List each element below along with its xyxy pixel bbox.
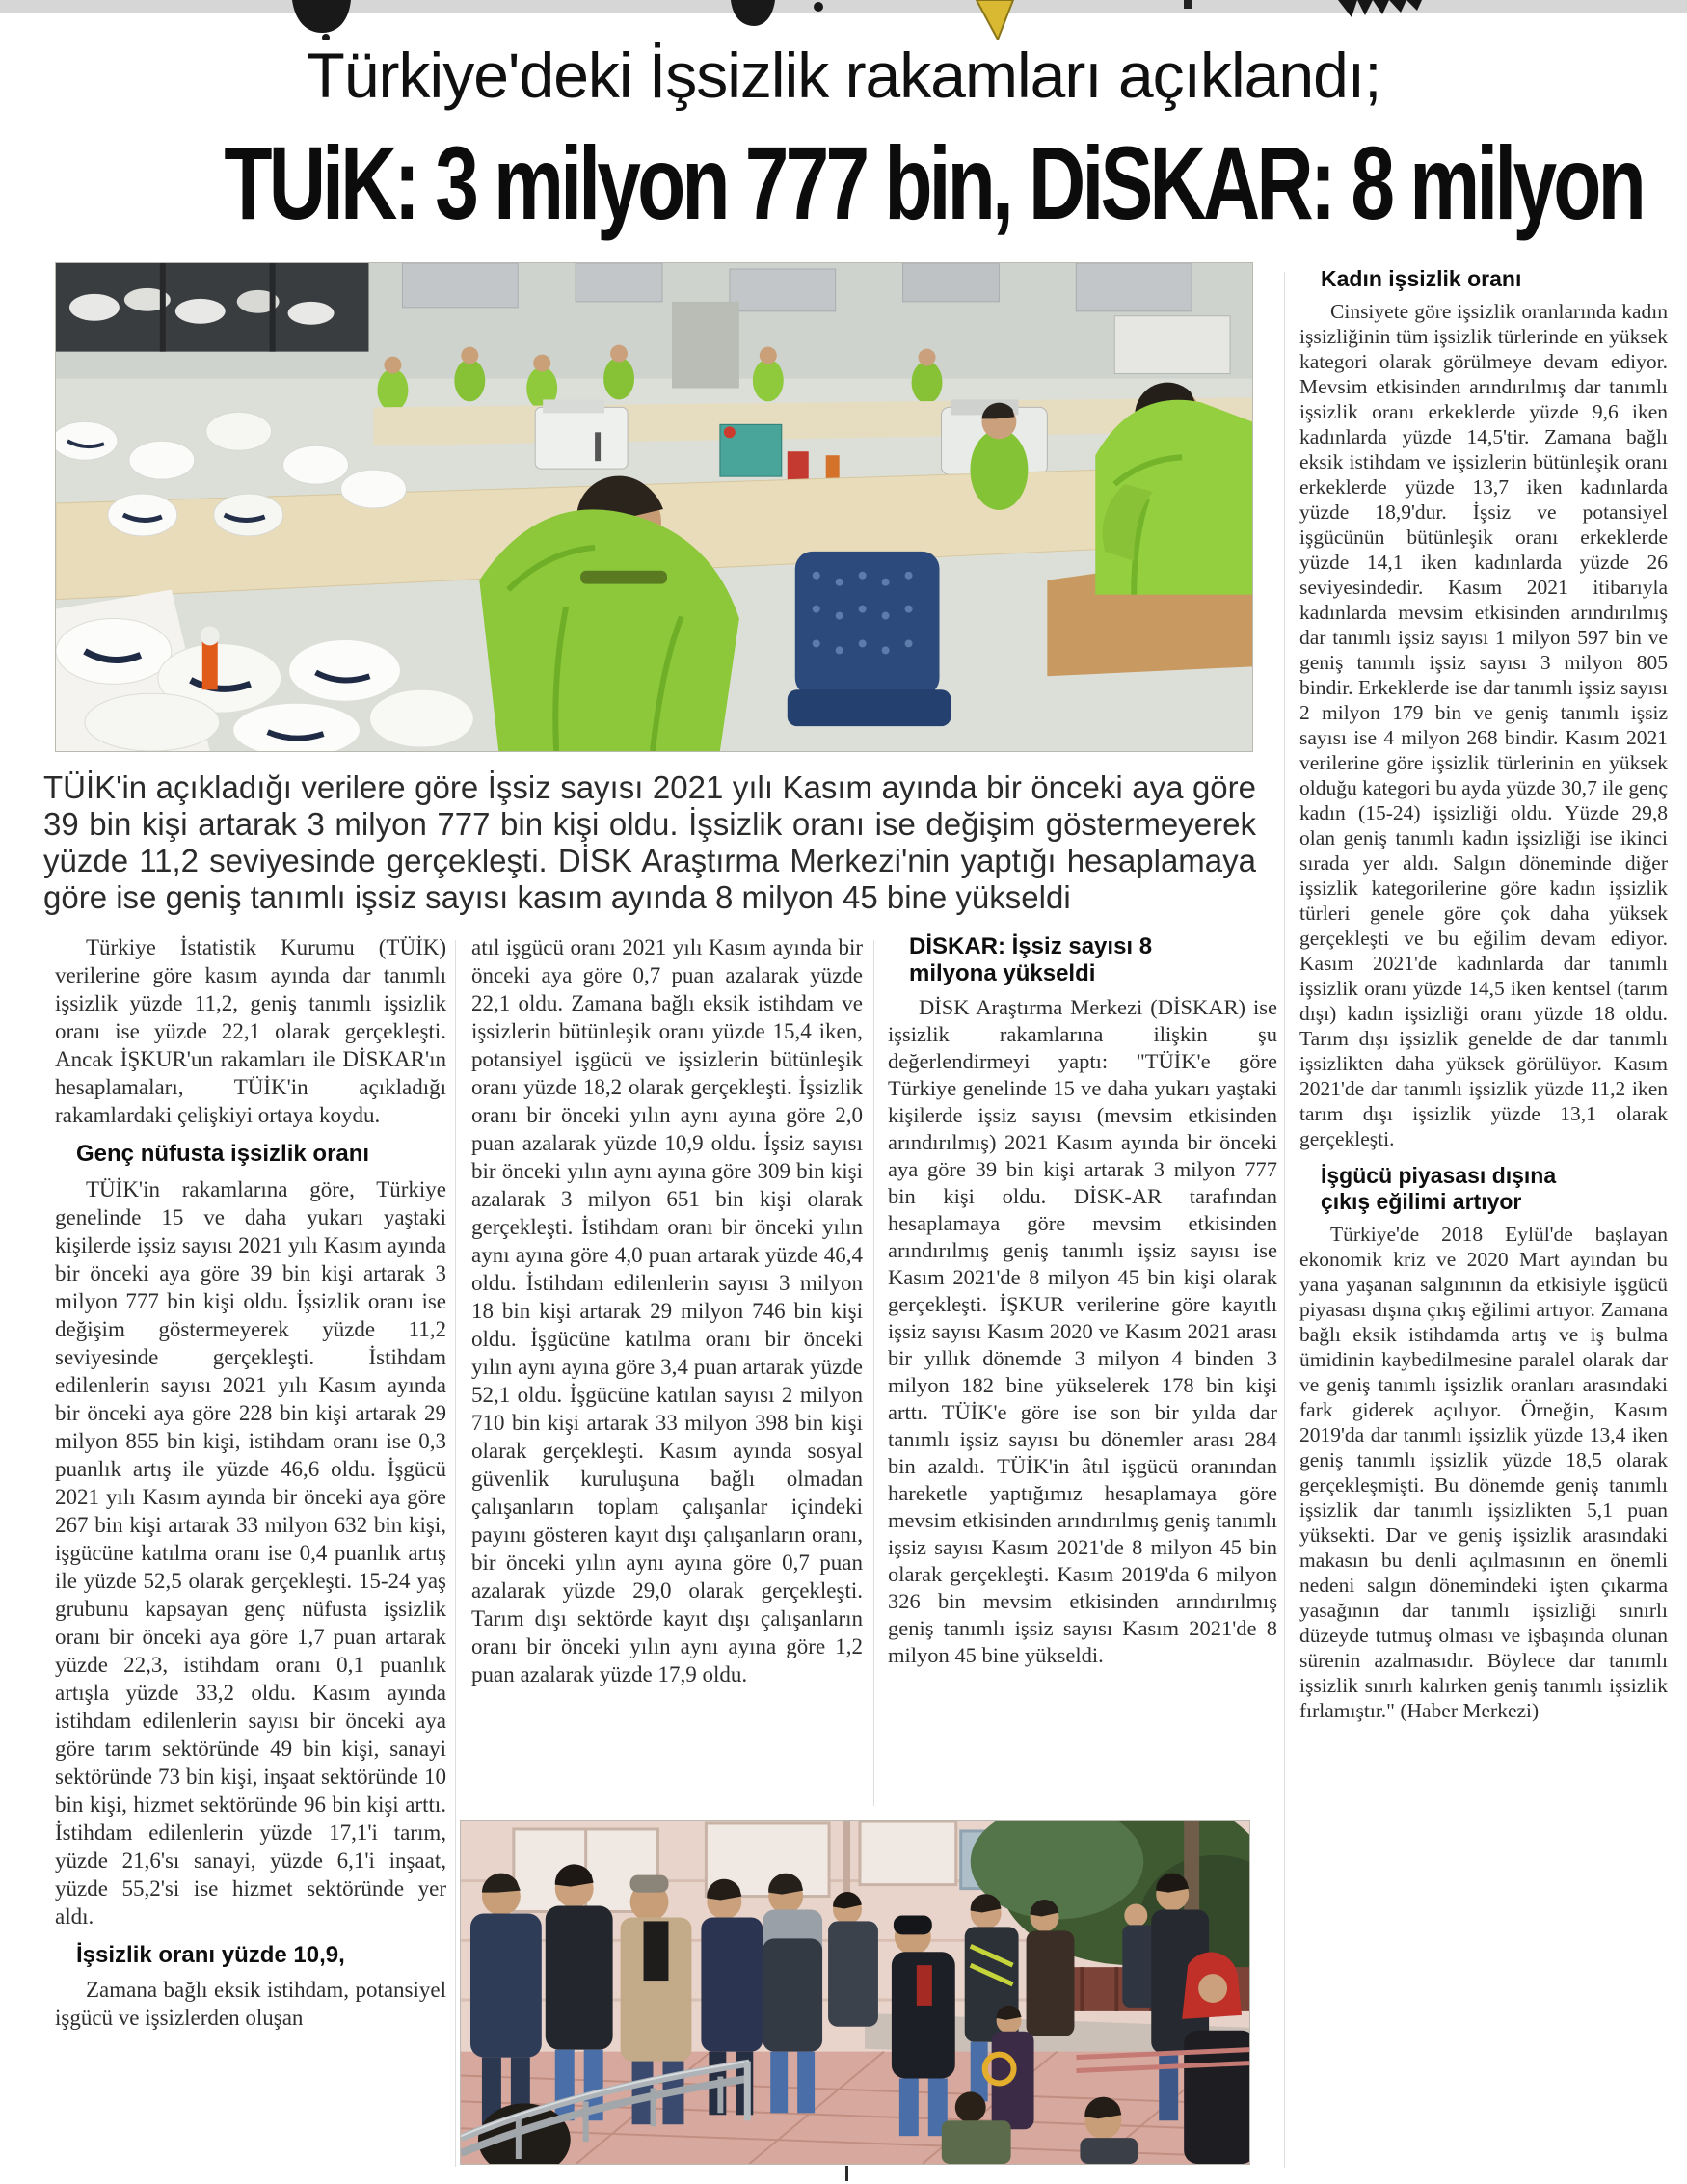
masthead-remnant-strip: [0, 0, 1687, 40]
section-header: İşgücü piyasası dışına çıkış eğilimi artıyor: [1321, 1163, 1557, 1214]
section-header: Kadın işsizlik oranı: [1321, 266, 1522, 291]
body-paragraph: TÜİK'in rakamlarına göre, Türkiye genelinde 15 ve daha yukarı yaştaki kişilerde işsiz sayısı 2021 yılı Kasım ayında bir önceki aya göre 39 bin kişi artarak 3 milyon 777 bin kişi oldu. İşsizlik oranı ise değişim göstermeyerek yüzde 11,2 seviyesinde gerçekleşti. İstihdam edilenlerin sayısı 2021 yılı Kasım ayında bir önceki aya göre 228 bin kişi artarak 29 milyon 855 bin kişi, istihdam oranı ise 0,3 puanlık artış ile yüzde 46,6 oldu. İşgücü 2021 yılı Kasım ayında bir önceki aya göre 267 bin kişi artarak 33 milyon 632 bin kişi, işgücüne katılma oranı ise 0,4 puanlık artış ile yüzde 52,5 olarak gerçekleşti. 15-24 yaş grubunu kapsayan genç nüfusta işsizlik oranı bir önceki aya göre 1,7 puan artarak yüzde 22,3, istihdam oranı 0,1 puanlık artışla yüzde 33,2 oldu. Kasım ayında istihdam edilenlerin sayısı bir önceki aya göre tarım sektöründe 49 bin kişi, sanayi sektöründe 73 bin kişi, inşaat sektöründe 10 bin kişi, hizmet sektöründe 96 bin kişi arttı. İstihdam edilenlerin yüzde 17,1'i tarım, yüzde 21,6'sı sanayi, yüzde 6,1'i inşaat, yüzde 55,2'si ise hizmet sektöründe yer aldı.: [55, 1176, 446, 1928]
body-paragraph: atıl işgücü oranı 2021 yılı Kasım ayında bir önceki aya göre 0,7 puan azalarak yüzde 22,1 oldu. Zamana bağlı eksik istihdam ve işsizlerin bütünleşik oranı yüzde 15,4 iken, potansiyel işgücü ve işsizlerin bütünleşik oranı yüzde 18,2 olarak gerçekleşti. İşsizlik oranı bir önceki yılın aynı ayına göre 2,0 puan azalarak yüzde 10,9 oldu. İşsiz sayısı bir önceki yılın aynı ayına göre 309 bin kişi azalarak 3 milyon 651 bin kişi olarak gerçekleşti. İstihdam oranı bir önceki yılın aynı ayına göre 4,0 puan artarak yüzde 46,4 oldu. İstihdam edilenlerin sayısı 3 milyon 18 bin kişi artarak 29 milyon 746 bin kişi oldu. İşgücüne katılma oranı bir önceki yılın aynı ayına göre 3,4 puan artarak yüzde 52,1 oldu. İşgücüne katılan sayısı 2 milyon 710 bin kişi artarak 33 milyon 398 bin kişi olarak gerçekleşti. Kasım ayında sosyal güvenlik kuruluşuna bağlı olmadan çalışanların toplam çalışanlar içindeki payını gösteren kayıt dışı çalışanların oranı, bir önceki yılın aynı ayına göre 0,7 puan azalarak yüzde 29,0 olarak gerçekleşti. Tarım dışı sektörde kayıt dışı çalışanların oranı bir önceki yılın aynı ayına göre 1,2 puan azalarak yüzde 17,9 oldu.: [471, 935, 863, 1686]
section-header: DİSKAR: İşsiz sayısı 8 milyona yükseldi: [909, 933, 1153, 986]
body-paragraph: Zamana bağlı eksik istihdam, potansiyel işgücü ve işsizlerden oluşan: [55, 1978, 446, 2031]
section-header: İşsizlik oranı yüzde 10,9,: [76, 1941, 345, 1968]
page-fold-mark: [845, 2166, 848, 2181]
masthead-fragments: [0, 0, 1687, 40]
queue-photo-illustration: [461, 1821, 1249, 2164]
main-headline-wrap: [0, 124, 1687, 241]
section-header: Genç nüfusta işsizlik oranı: [76, 1141, 370, 1167]
kicker-headline: Türkiye'deki İşsizlik rakamları açıklandı;: [306, 40, 1381, 111]
orange-thread-spool: [202, 639, 218, 689]
queue-photo: [460, 1820, 1250, 2165]
blue-dotted-chair: [788, 552, 951, 726]
article-column-4: [1299, 266, 1668, 2183]
article-column-1: [55, 933, 446, 2179]
column-divider: [873, 940, 874, 1806]
mid-worker: [970, 429, 1028, 510]
glyph-fragment: [1184, 0, 1192, 9]
body-paragraph: Cinsiyete göre işsizlik oranlarında kadın işsizliğinin tüm işsizlik türlerinde en yüksek kategori olarak görülmeye devam ediyor. Mevsim etkisinden arındırılmış dar tanımlı işsizlik oranı erkeklerde yüzde 9,6 iken kadınlarda yüzde 14,5'tir. Zamana bağlı eksik istihdam ve işsizlerin bütünleşik oranı erkeklerde yüzde 13,7 iken kadınlarda yüzde 18,9'dur. İşsiz ve potansiyel işgücünün bütünleşik oranı erkeklerde yüzde 14,1 iken kadınlarda yüzde 26 seviyesindedir. Kasım 2021 itibarıyla kadınlarda mevsim etkisinden arındırılmış dar tanımlı işsiz sayısı 1 milyon 597 bin ve geniş tanımlı işsiz sayısı 3 milyon 805 bindir. Erkeklerde ise dar tanımlı işsiz sayısı 2 milyon 179 bin ve geniş tanımlı işsiz sayısı ise 4 milyon 268 bindir. Kasım 2021 verilerine göre işsizlik türlerinin en yüksek olduğu kategori bu ayda yüzde 30,7 ile genç kadın (15-24) işsizliği oldu. Yüzde 29,8 olan geniş tanımlı kadın işsizliği ise ikinci sırada yer aldı. Salgın döneminde diğer işsizlik kategorilerine göre kadın işsizlik türleri genele göre çok daha yüksek gerçekleşti ve bu eğilim devam ediyor. Kasım 2021'de kadınlarda dar tanımlı işsizlik oranı yüzde 14,5 iken kentsel (tarım dışı) kadın işsizliği oranı yüzde 18 oldu. Tarım dışı işsizlik genelde de dar tanımlı işsizlikten daha yüksek görülüyor. Kasım 2021'de dar tanımlı işsizlik yüzde 11,2 iken tarım dışı işsizlik yüzde 13,1 olarak gerçekleşti.: [1299, 300, 1668, 1151]
column-divider: [455, 940, 456, 2167]
article-column-2: [471, 933, 863, 1813]
column-divider: [1284, 272, 1285, 2168]
body-paragraph: DİSK Araştırma Merkezi (DİSKAR) ise işsizlik rakamlarına ilişkin şu değerlendirmeyi yaptı: "TÜİK'e göre Türkiye genelinde 15 ve daha yukarı yaştaki kişilerde işsiz sayısı (mevsim etkisinden arındırılmış) 2021 Kasım ayında bir önceki aya göre 39 bin kişi artarak 3 milyon 777 bin kişi oldu. DİSK-AR tarafından hesaplamaya göre mevsim etkisinden arındırılmış geniş tanımlı işsiz sayısı ise Kasım 2021'de 8 milyon 45 bin kişi olarak gerçekleşti. İŞKUR verilerine göre kayıtlı işsiz sayısı Kasım 2020 ve Kasım 2021 arası bir yıllık dönemde 3 milyon 4 binden 3 milyon 182 bine yükselerek 178 bin kişi arttı. TÜİK'e göre ise son bir yılda dar tanımlı işsiz sayısı bu dönemler arası 284 bin azaldı. TÜİK'in âtıl işgücü oranından hareketle yaptığımız hesaplamaya göre mevsim etkisinden arındırılmış geniş tanımlı işsiz sayısı Kasım 2021'de 8 milyon 45 bin olarak gerçekleşti. Kasım 2019'da 6 milyon 326 bin mevsim etkisinden arındırılmış geniş tanımlı işsiz sayısı Kasım 2021'de 8 milyon 45 bine yükseldi.: [888, 995, 1277, 1668]
body-paragraph: Türkiye'de 2018 Eylül'de başlayan ekonomik kriz ve 2020 Mart ayından bu yana yaşanan salgınının da etkisiyle işgücü piyasası dışına çıkış eğilimi artıyor. Zamana bağlı eksik istihdamda artış ve iş bulma ümidinin kaybedilmesine paralel olarak dar ve geniş tanımlı işsizlik oranları arasındaki fark giderek açılıyor. Örneğin, Kasım 2019'da dar tanımlı işsizlik yüzde 13,4 iken geniş tanımlı işsizlik yüzde 18,5 olarak gerçekleşmişti. Bu dönemde geniş tanımlı işsizlik dar tanımlı işsizlikten 5,1 puan yüksekti. Dar ve geniş işsizlik arasındaki makasın bu denli açılmasının en önemli nedeni salgın dönemindeki işten çıkarma yasağının dar tanımlı işsizliği sınırlı düzeyde tutmuş olması ve işbaşında olunan sürenin azalmasıdır. Böylece dar tanımlı işsizlik sınırlı kalırken geniş tanımlı işsizlik fırlamıştır." (Haber Merkezi): [1299, 1223, 1668, 1723]
body-paragraph: Türkiye İstatistik Kurumu (TÜİK) verilerine göre kasım ayında dar tanımlı işsizlik yüzde 11,2, geniş tanımlı işsizlik oranı ise yüzde 22,1 olarak gerçekleşti. Ancak İŞKUR'un rakamları ile DİSKAR'ın hesaplamaları, TÜİK'in açıkladığı rakamlardaki çelişkiyi ortaya koydu.: [55, 935, 446, 1127]
lede-paragraph: TÜİK'in açıkladığı verilere göre İşsiz sayısı 2021 yılı Kasım ayında bir önceki aya göre 39 bin kişi artarak 3 milyon 777 bin kişi oldu. İşsizlik oranı ise değişim göstermeyerek yüzde 11,2 seviyesinde gerçekleşti. DİSK Araştırma Merkezi'nin yaptığı hesaplamaya göre ise geniş tanımlı işsiz sayısı kasım ayında 8 milyon 45 bine yükseldi: [43, 769, 1256, 915]
glyph-fragment: [292, 0, 351, 33]
glyph-fragment: [814, 2, 823, 12]
factory-photo: [55, 262, 1253, 752]
gold-ornament-icon: [977, 0, 1013, 40]
article-column-3: [888, 933, 1277, 1813]
shoe-rack-shelves: [56, 263, 368, 352]
factory-photo-illustration: [56, 263, 1252, 751]
main-headline: TUiK: 3 milyon 777 bin, DiSKAR: 8 milyon: [224, 124, 1643, 241]
glyph-fragment: [731, 0, 775, 26]
masthead-gray-bar: [0, 0, 1687, 13]
foreground-child: [942, 2120, 1011, 2164]
